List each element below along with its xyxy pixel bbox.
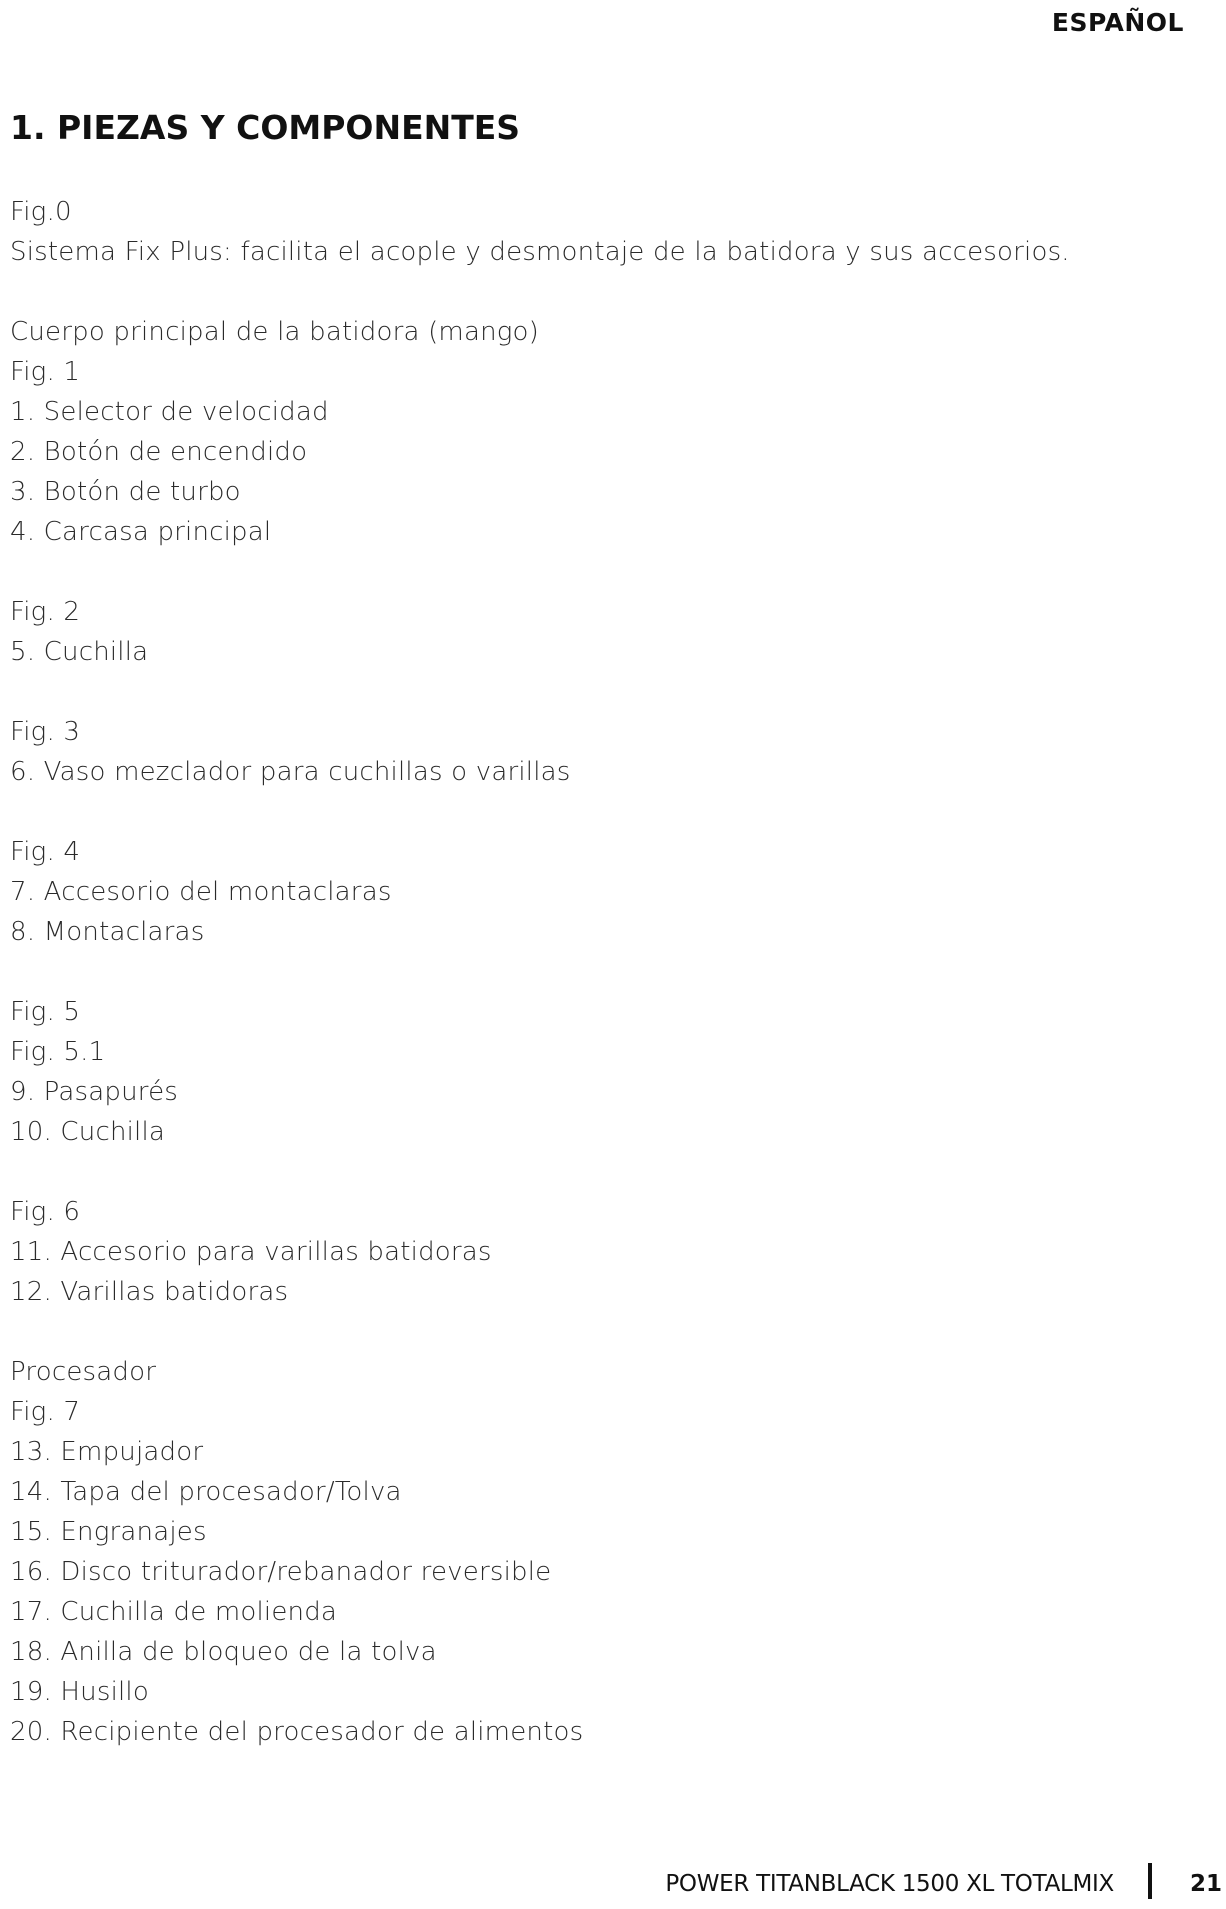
blank-line [10,1152,1206,1192]
figure-label: Fig. 5.1 [10,1037,106,1067]
part-item: 3. Botón de turbo [10,477,241,507]
footer-product-name: POWER TITANBLACK 1500 XL TOTALMIX [665,1871,1114,1897]
blank-line [10,792,1206,832]
page-number: 21 [1189,1871,1222,1897]
text-line: Procesador [10,1357,157,1387]
part-item: 12. Varillas batidoras [10,1277,289,1307]
part-item: 8. Montaclaras [10,917,205,947]
part-item: 16. Disco triturador/rebanador reversible [10,1557,552,1587]
part-item: 2. Botón de encendido [10,437,308,467]
part-item: 20. Recipiente del procesador de alimentos [10,1717,584,1747]
blank-line [10,952,1206,992]
part-item: 17. Cuchilla de molienda [10,1597,338,1627]
blank-line [10,272,1206,312]
part-item: 6. Vaso mezclador para cuchillas o varillas [10,757,571,787]
part-item: 7. Accesorio del montaclaras [10,877,392,907]
part-item: 9. Pasapurés [10,1077,179,1107]
text-line: Cuerpo principal de la batidora (mango) [10,317,540,347]
blank-line [10,1312,1206,1352]
figure-label: Fig.0 [10,197,72,227]
figure-label: Fig. 1 [10,357,81,387]
footer-divider [1148,1863,1152,1899]
figure-label: Fig. 4 [10,837,81,867]
parts-list [10,192,1206,1752]
part-item: 11. Accesorio para varillas batidoras [10,1237,492,1267]
text-line: Sistema Fix Plus: facilita el acople y desmontaje de la batidora y sus accesorios. [10,237,1070,267]
figure-label: Fig. 2 [10,597,81,627]
figure-label: Fig. 3 [10,717,81,747]
section-title: 1. PIEZAS Y COMPONENTES [10,108,521,147]
part-item: 4. Carcasa principal [10,517,272,547]
blank-line [10,672,1206,712]
page-footer [0,1859,1226,1899]
part-item: 10. Cuchilla [10,1117,166,1147]
part-item: 15. Engranajes [10,1517,207,1547]
language-label: ESPAÑOL [1051,8,1184,37]
figure-label: Fig. 7 [10,1397,81,1427]
part-item: 19. Husillo [10,1677,149,1707]
part-item: 18. Anilla de bloqueo de la tolva [10,1637,437,1667]
blank-line [10,552,1206,592]
part-item: 5. Cuchilla [10,637,149,667]
figure-label: Fig. 5 [10,997,81,1027]
figure-label: Fig. 6 [10,1197,81,1227]
part-item: 14. Tapa del procesador/Tolva [10,1477,402,1507]
part-item: 1. Selector de velocidad [10,397,329,427]
part-item: 13. Empujador [10,1437,204,1467]
